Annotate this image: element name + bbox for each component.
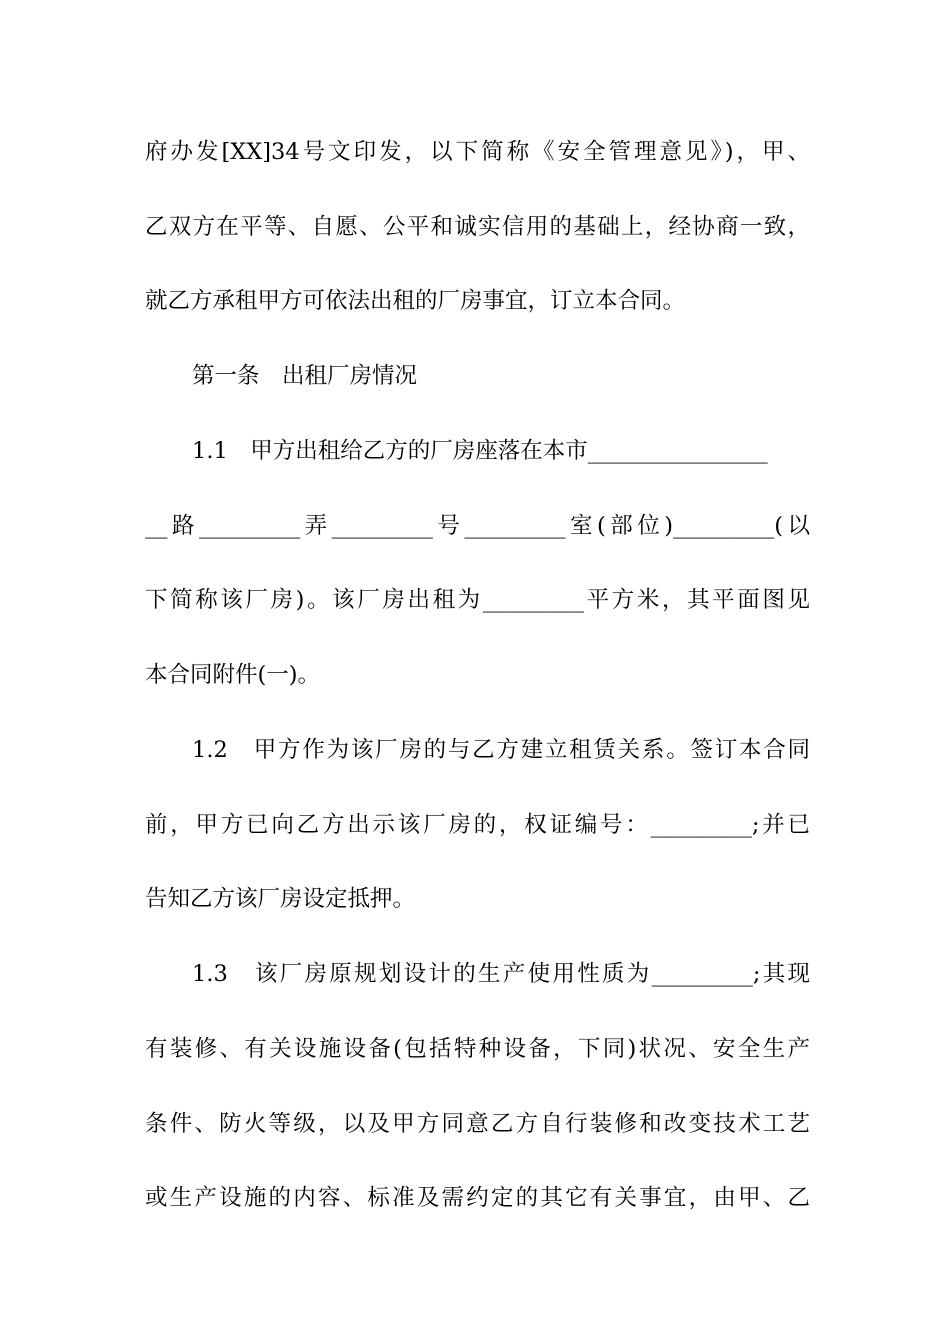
clause-1-2-line-1: 1.2 甲方作为该厂房的与乙方建立租赁关系。签订本合同 — [192, 737, 810, 763]
clause-1-1-line-2: __路_________弄_________号_________室(部位)_________(以 — [145, 513, 810, 539]
clause-1-1-line-1: 1.1 甲方出租给乙方的厂房座落在本市________________ — [192, 438, 768, 464]
article-heading: 第一条 出租厂房情况 — [192, 363, 418, 389]
clause-1-3-line-1: 1.3 该厂房原规划设计的生产使用性质为_________;其现 — [192, 961, 810, 987]
text-line-1: 府办发[XX]34号文印发，以下简称《安全管理意见》)，甲、 — [145, 139, 810, 165]
clause-1-2-line-3: 告知乙方该厂房设定抵押。 — [145, 886, 416, 912]
clause-1-1-line-4: 本合同附件(一)。 — [145, 662, 321, 688]
clause-1-2-line-2: 前，甲方已向乙方出示该厂房的，权证编号：_________;并已 — [145, 812, 810, 838]
clause-1-1-line-3: 下简称该厂房)。该厂房出租为_________平方米，其平面图见 — [145, 587, 810, 613]
clause-1-3-line-3: 条件、防火等级，以及甲方同意乙方自行装修和改变技术工艺 — [145, 1111, 810, 1137]
clause-1-3-line-2: 有装修、有关设施设备(包括特种设备，下同)状况、安全生产 — [145, 1036, 810, 1062]
clause-1-3-line-4: 或生产设施的内容、标准及需约定的其它有关事宜，由甲、乙 — [145, 1185, 810, 1211]
text-line-2: 乙双方在平等、自愿、公平和诚实信用的基础上，经协商一致， — [145, 214, 810, 240]
text-line-3: 就乙方承租甲方可依法出租的厂房事宜，订立本合同。 — [145, 288, 686, 314]
